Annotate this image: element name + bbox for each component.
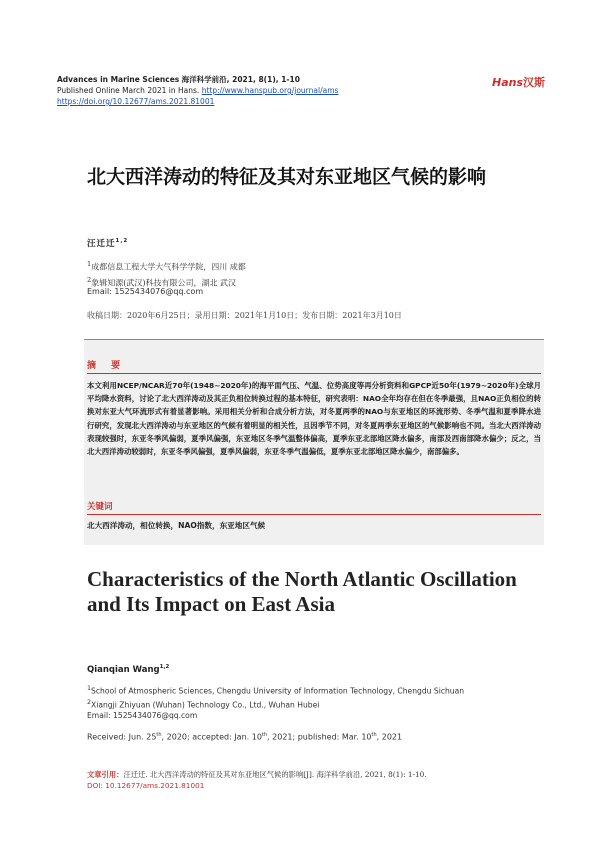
title-cn: 北大西洋涛动的特征及其对东亚地区气候的影响 [87,166,487,188]
citation-text: 汪迁迁. 北大西洋涛动的特征及其对东亚地区气候的影响[J]. 海洋科学前沿, 2021, 8(1): 1-10. [123,770,427,779]
abstract-heading: 摘 要 [87,361,127,371]
email-cn: Email: 1525434076@qq.com [87,287,204,296]
abstract-text: 本文利用NCEP/NCAR近70年(1948~2020年)的海平面气压、气温、位势高度等再分析资料和GPCP近50年(1979~2020年)全球月平均降水资料，讨论了北大西洋涛动及其正负相位转换过程的基本特征，研究表明：NAO全年均存在但在冬季最强，且NAO正负相位的转换对东亚大气环流形式有着显著影响。采用相关分析和合成分析方法，对冬夏两季的NAO与东亚地区的环流形势、冬季气温和夏季降水进行研究，发现北大西洋涛动与东亚地区的气候有着明显的相关性，且因季节不同，对冬夏两季东亚地区的气候影响也不同。当北大西洋涛动表现较强时，东亚冬季风偏弱，夏季风偏强，东亚地区冬季气温整体偏高，夏季东亚北部地区降水偏多，南部及西南部降水偏少；反之，当北大西洋涛动较弱时，东亚冬季风偏强，夏季风偏弱，东亚冬季气温偏低，夏季东亚北部地区降水偏少，南部偏多。 [87,381,541,457]
author-cn: 汪迁迁$^{1,2}$ [87,238,129,249]
keywords-rule [87,514,541,515]
journal-line [57,74,338,85]
keywords-text: 北大西洋涛动，相位转换，NAO指数，东亚地区气候 [87,521,266,530]
email-en: Email: 1525434076@qq.com [87,711,198,721]
affiliations-en: $^1$School of Atmospheric Sciences, Chengdu University of Information Technology, Chengdu Sichuan $^2$Xiangji Zhiyuan (Wuhan) Technology Co., Ltd., Wuhan Hubei Email: 1525434076@qq.com [87,685,465,721]
citation-label: 文章引用： [87,770,124,779]
journal-name-cn: 海洋科学前沿 [181,75,227,84]
hans-logo: Hans汉斯 [491,76,545,89]
journal-name-en: Advances in Marine Sciences [57,75,180,84]
journal-link[interactable]: http://www.hanspub.org/journal/ams [201,86,339,95]
abstract-rule [87,373,541,374]
author-en: Qianqian Wang$^{1,2}$ [87,664,170,675]
title-en: Characteristics of the North Atlantic Oscillation and Its Impact on East Asia [87,567,517,616]
citation [87,769,427,791]
journal-header [57,74,338,107]
citation-doi[interactable]: DOI: 10.12677/ams.2021.81001 [87,781,205,790]
published-text: Published Online March 2021 in Hans. [57,86,200,95]
journal-issue: , 2021, 8(1), 1-10 [226,75,300,84]
keywords-heading: 关键词 [87,502,113,512]
published-line [57,85,338,96]
doi-link[interactable]: https://doi.org/10.12677/ams.2021.81001 [57,97,215,106]
dates-cn: 收稿日期：2020年6月25日；录用日期：2021年1月10日；发布日期：2021年3月10日 [87,311,402,320]
dates-en: Received: Jun. 25th, 2020; accepted: Jan. 10th, 2021; published: Mar. 10th, 2021 [87,732,403,742]
affiliations-cn: $^1$成都信息工程大学大气科学学院，四川 成都 $^2$象辑知源(武汉)科技有限公司，湖北 武汉 [87,260,246,288]
